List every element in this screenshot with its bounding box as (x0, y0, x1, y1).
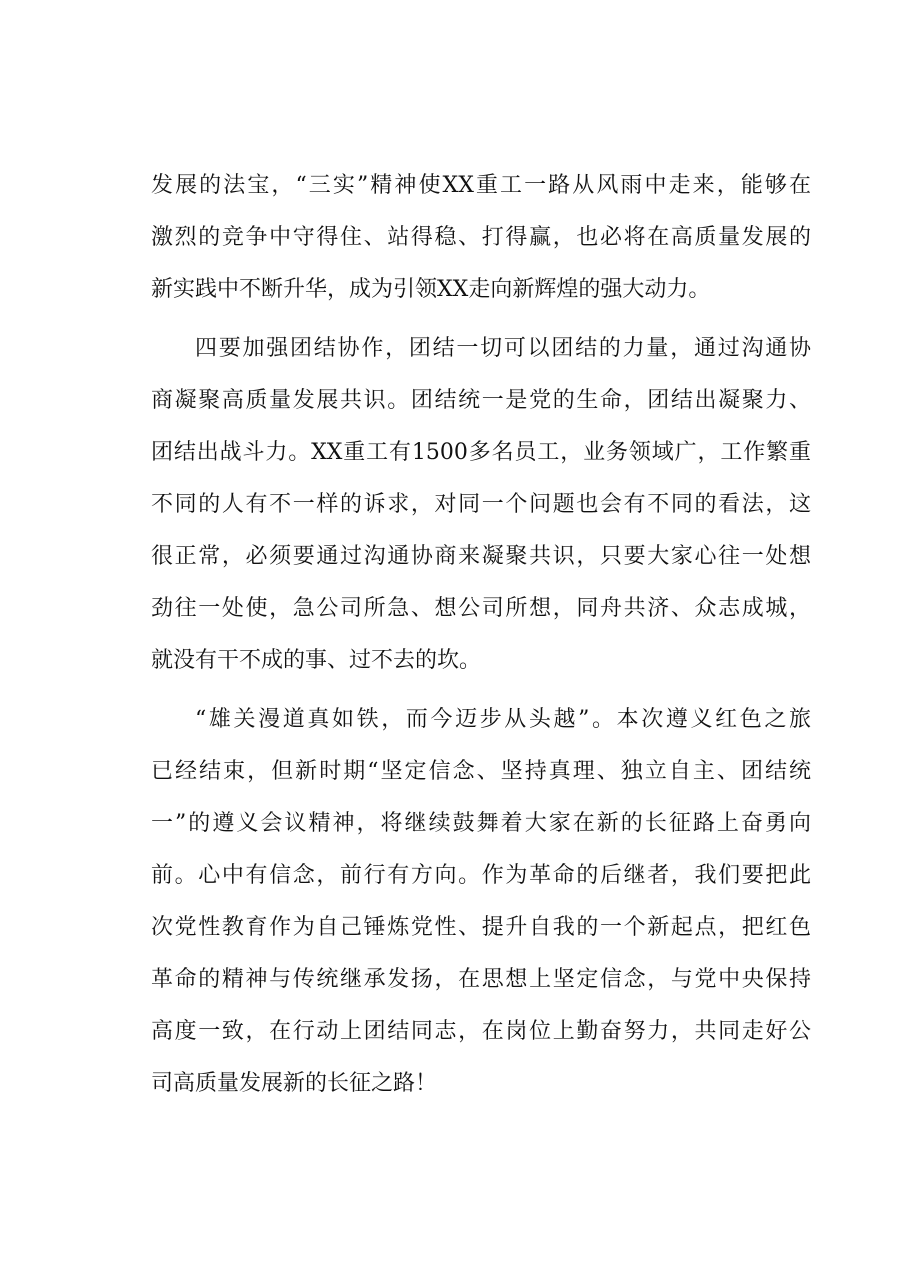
paragraph-3 (151, 694, 811, 1110)
text-line: 革命的精神与传统继承发扬，在思想上坚定信念，与党中央保持 (151, 967, 811, 992)
text-line: 发展的法宝，“三实”精神使XX重工一路从风雨中走来，能够在 (151, 173, 811, 198)
text-line: 已经结束，但新时期“坚定信念、坚持真理、独立自主、团结统 (151, 759, 811, 784)
text-line: 司高质量发展新的长征之路！ (151, 1071, 438, 1096)
text-line: 新实践中不断升华，成为引领XX走向新辉煌的强大动力。 (151, 277, 711, 302)
text-line: 激烈的竞争中守得住、站得稳、打得赢，也必将在高质量发展的 (151, 225, 811, 250)
text-line: 一”的遵义会议精神，将继续鼓舞着大家在新的长征路上奋勇向 (151, 811, 811, 836)
text-line: “雄关漫道真如铁，而今迈步从头越”。本次遵义红色之旅 (195, 707, 811, 732)
paragraph-1 (151, 160, 811, 316)
text-line: 商凝聚高质量发展共识。团结统一是党的生命，团结出凝聚力、 (151, 388, 811, 413)
paragraph-2 (151, 323, 811, 687)
text-line: 团结出战斗力。XX重工有1500多名员工，业务领域广，工作繁重 (151, 440, 811, 465)
text-line: 四要加强团结协作，团结一切可以团结的力量，通过沟通协 (195, 336, 811, 361)
text-line: 很正常，必须要通过沟通协商来凝聚共识，只要大家心往一处想 (151, 544, 811, 569)
text-line: 次党性教育作为自己锤炼党性、提升自我的一个新起点，把红色 (151, 915, 811, 940)
paragraph-spacer (151, 316, 811, 323)
paragraph-spacer (151, 687, 811, 694)
text-line: 不同的人有不一样的诉求，对同一个问题也会有不同的看法，这 (151, 492, 811, 517)
text-line: 前。心中有信念，前行有方向。作为革命的后继者，我们要把此 (151, 863, 811, 888)
text-line: 高度一致，在行动上团结同志，在岗位上勤奋努力，共同走好公 (151, 1019, 811, 1044)
text-line: 就没有干不成的事、过不去的坎。 (151, 648, 482, 673)
document-body (151, 160, 811, 1110)
text-line: 劲往一处使，急公司所急、想公司所想，同舟共济、众志成城， (151, 596, 811, 621)
